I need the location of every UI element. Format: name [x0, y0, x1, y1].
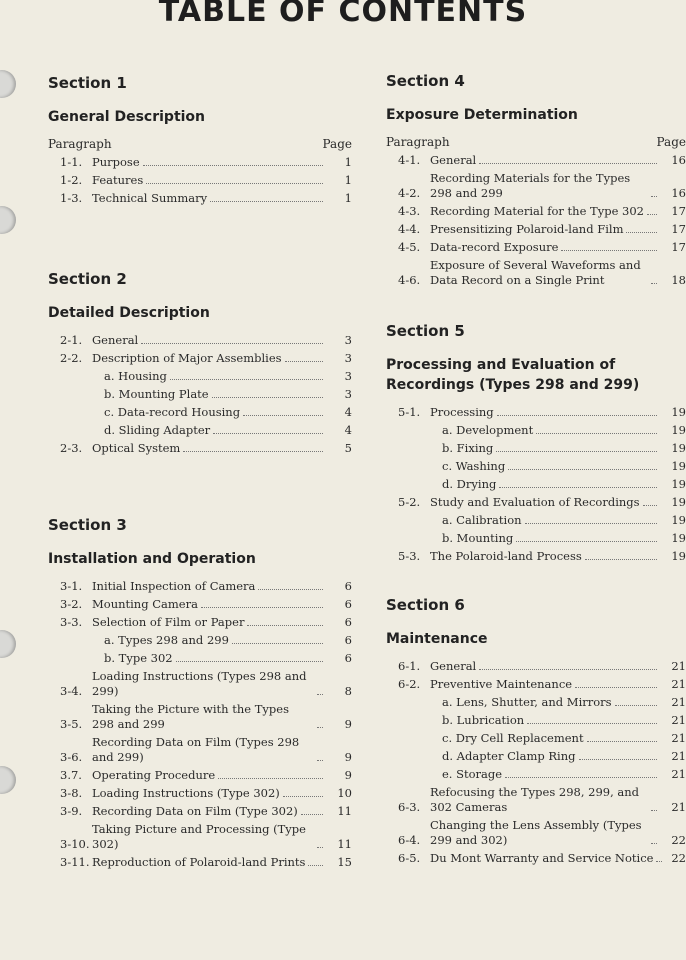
dot-leader [587, 741, 657, 742]
entry-page-number: 15 [337, 855, 352, 869]
dot-leader [146, 183, 323, 184]
entry-page-number: 19 [671, 405, 686, 419]
entry-label: c. Washing [442, 459, 506, 473]
toc-entry[interactable] [386, 695, 686, 710]
entry-label: a. Types 298 and 299 [104, 633, 229, 647]
entry-number: 5-2. [398, 495, 421, 509]
entry-page-number: 19 [671, 459, 686, 473]
entry-page-number: 4 [344, 423, 352, 437]
entry-label: Recording Data on Film (Type 302) [92, 804, 298, 818]
entry-number: 5-3. [398, 549, 421, 563]
entry-label: a. Housing [104, 369, 167, 383]
dot-leader [317, 760, 323, 761]
dot-leader [308, 865, 323, 866]
toc-entry[interactable] [386, 495, 686, 510]
toc-entry[interactable] [386, 785, 686, 815]
entry-label: General [430, 153, 477, 167]
toc-entry[interactable] [386, 441, 686, 456]
entry-label: Optical System [92, 441, 181, 455]
entry-page-number: 6 [344, 597, 352, 611]
dot-leader [213, 433, 323, 434]
section-title: Exposure Determination [386, 107, 578, 123]
section-5 [386, 322, 686, 567]
toc-entry[interactable] [48, 615, 352, 630]
entry-label: Study and Evaluation of Recordings [430, 495, 640, 509]
entry-number: 3-11. [60, 855, 90, 869]
section-3 [48, 516, 352, 873]
section-6 [386, 596, 686, 869]
entry-number: 6-4. [398, 833, 421, 847]
entry-label: c. Data-record Housing [104, 405, 241, 419]
dot-leader [527, 723, 657, 724]
punch-hole [0, 70, 16, 98]
dot-leader [626, 232, 657, 233]
dot-leader [505, 777, 657, 778]
entry-number: 4-6. [398, 273, 421, 287]
dot-leader [479, 669, 657, 670]
section-2 [48, 270, 352, 459]
entry-label: Data-record Exposure [430, 240, 559, 254]
page-column-label: Page [322, 137, 352, 151]
entry-page-number: 3 [344, 387, 352, 401]
toc-entry[interactable] [48, 804, 352, 819]
section-4 [386, 72, 686, 291]
toc-entry[interactable] [48, 651, 352, 666]
entry-page-number: 4 [344, 405, 352, 419]
entry-page-number: 3 [344, 351, 352, 365]
toc-entry[interactable] [48, 735, 352, 765]
punch-hole [0, 766, 16, 794]
entry-number: 6-2. [398, 677, 421, 691]
entry-page-number: 10 [337, 786, 352, 800]
dot-leader [285, 361, 323, 362]
section-heading: Section 1 [48, 74, 127, 92]
entry-label: Technical Summary [92, 191, 208, 205]
entry-page-number: 18 [671, 273, 686, 287]
toc-entry[interactable] [48, 597, 352, 612]
toc-entry[interactable] [48, 405, 352, 420]
entry-label: Exposure of Several Waveforms and Data Record on a Single Print [430, 258, 641, 287]
entry-number: 3-10. [60, 837, 90, 851]
dot-leader [183, 451, 323, 452]
entry-number: 3-8. [60, 786, 83, 800]
entry-label: Features [92, 173, 144, 187]
entry-label: Mounting Camera [92, 597, 198, 611]
toc-entry[interactable] [386, 713, 686, 728]
entry-number: 3-1. [60, 579, 83, 593]
section-title: General Description [48, 109, 206, 125]
toc-entry[interactable] [386, 531, 686, 546]
entry-label: Selection of Film or Paper [92, 615, 245, 629]
dot-leader [585, 559, 657, 560]
section-heading: Section 3 [48, 516, 127, 534]
entry-page-number: 19 [671, 513, 686, 527]
toc-entry[interactable] [386, 477, 686, 492]
section-heading: Section 2 [48, 270, 127, 288]
toc-entry[interactable] [386, 240, 686, 255]
dot-leader [516, 541, 657, 542]
entry-page-number: 19 [671, 549, 686, 563]
section-title: Detailed Description [48, 305, 210, 321]
entry-label: Recording Data on Film (Types 298 and 299) [92, 735, 300, 764]
entry-number: 1-1. [60, 155, 83, 169]
page-column-label: Page [656, 135, 686, 149]
dot-leader [536, 433, 657, 434]
entry-label: a. Lens, Shutter, and Mirrors [442, 695, 612, 709]
toc-entry[interactable] [48, 786, 352, 801]
entry-page-number: 1 [344, 155, 352, 169]
entry-page-number: 9 [344, 750, 352, 764]
toc-entry[interactable] [48, 191, 352, 206]
dot-leader [210, 201, 323, 202]
entry-page-number: 21 [671, 659, 686, 673]
toc-entry[interactable] [48, 822, 352, 852]
section-title: Processing and Evaluation of Recordings (Types 298 and 299) [386, 357, 640, 393]
dot-leader [232, 643, 323, 644]
entry-number: 5-1. [398, 405, 421, 419]
dot-leader [643, 505, 657, 506]
toc-entry[interactable] [48, 423, 352, 438]
entry-number: 1-2. [60, 173, 83, 187]
entry-page-number: 3 [344, 369, 352, 383]
column-header [386, 134, 686, 150]
entry-label: a. Calibration [442, 513, 522, 527]
entry-label: Description of Major Assemblies [92, 351, 282, 365]
toc-entry[interactable] [48, 369, 352, 384]
dot-leader [243, 415, 323, 416]
entry-label: Operating Procedure [92, 768, 216, 782]
entry-page-number: 22 [671, 833, 686, 847]
entry-page-number: 9 [344, 717, 352, 731]
entry-number: 3-4. [60, 684, 83, 698]
entry-number: 3-2. [60, 597, 83, 611]
entry-label: Recording Materials for the Types 298 and 299 [430, 171, 631, 200]
entry-page-number: 19 [671, 423, 686, 437]
entry-page-number: 11 [337, 804, 352, 818]
toc-entry[interactable] [48, 441, 352, 456]
section-heading: Section 5 [386, 322, 465, 340]
entry-label: Taking Picture and Processing (Type 302) [92, 822, 306, 851]
dot-leader [170, 379, 323, 380]
entry-label: d. Drying [442, 477, 497, 491]
dot-leader [301, 814, 323, 815]
toc-entry[interactable] [48, 702, 352, 732]
entry-number: 1-3. [60, 191, 83, 205]
entry-number: 3-5. [60, 717, 83, 731]
entry-label: b. Mounting Plate [104, 387, 209, 401]
entry-page-number: 21 [671, 695, 686, 709]
dot-leader [651, 810, 657, 811]
entry-page-number: 17 [671, 222, 686, 236]
entry-page-number: 22 [671, 851, 686, 865]
dot-leader [212, 397, 323, 398]
dot-leader [508, 469, 657, 470]
dot-leader [317, 694, 323, 695]
entry-label: Taking the Picture with the Types 298 and 299 [92, 702, 289, 731]
section-title: Installation and Operation [48, 551, 256, 567]
entry-page-number: 21 [671, 800, 686, 814]
toc-entry[interactable] [48, 387, 352, 402]
entry-label: d. Sliding Adapter [104, 423, 211, 437]
entry-number: 4-2. [398, 186, 421, 200]
entry-label: Refocusing the Types 298, 299, and 302 Cameras [430, 785, 640, 814]
entry-label: e. Storage [442, 767, 503, 781]
entry-label: Changing the Lens Assembly (Types 299 and 302) [430, 818, 642, 847]
entry-label: b. Type 302 [104, 651, 173, 665]
dot-leader [247, 625, 323, 626]
dot-leader [496, 451, 657, 452]
entry-page-number: 1 [344, 173, 352, 187]
paragraph-column-label: Paragraph [48, 137, 112, 151]
toc-entry[interactable] [48, 351, 352, 366]
toc-entry[interactable] [48, 768, 352, 783]
entry-page-number: 1 [344, 191, 352, 205]
entry-label: Recording Material for the Type 302 [430, 204, 644, 218]
toc-entry[interactable] [48, 173, 352, 188]
toc-entry[interactable] [386, 258, 686, 288]
entry-number: 4-5. [398, 240, 421, 254]
section-1 [48, 74, 352, 209]
entry-number: 6-5. [398, 851, 421, 865]
dot-leader [201, 607, 323, 608]
entry-page-number: 16 [671, 153, 686, 167]
toc-entry[interactable] [386, 749, 686, 764]
entry-page-number: 19 [671, 441, 686, 455]
entry-number: 2-3. [60, 441, 83, 455]
entry-label: Du Mont Warranty and Service Notice [430, 851, 654, 865]
page-title: TABLE OF CONTENTS [158, 0, 528, 29]
section-title: Maintenance [386, 631, 488, 647]
column-header [48, 136, 352, 152]
entry-label: a. Development [442, 423, 534, 437]
dot-leader [479, 163, 657, 164]
entry-page-number: 21 [671, 731, 686, 745]
toc-entry[interactable] [48, 333, 352, 348]
entry-label: Processing [430, 405, 494, 419]
entry-label: b. Lubrication [442, 713, 525, 727]
dot-leader [651, 283, 657, 284]
entry-number: 2-2. [60, 351, 83, 365]
toc-entry[interactable] [386, 731, 686, 746]
dot-leader [258, 589, 323, 590]
toc-entry[interactable] [386, 513, 686, 528]
dot-leader [176, 661, 323, 662]
toc-entry[interactable] [48, 633, 352, 648]
toc-entry[interactable] [48, 855, 352, 870]
toc-entry[interactable] [386, 204, 686, 219]
dot-leader [575, 687, 657, 688]
dot-leader [141, 343, 323, 344]
entry-label: Initial Inspection of Camera [92, 579, 256, 593]
entry-page-number: 21 [671, 767, 686, 781]
dot-leader [525, 523, 657, 524]
entry-label: Loading Instructions (Type 302) [92, 786, 280, 800]
entry-page-number: 6 [344, 615, 352, 629]
section-heading: Section 6 [386, 596, 465, 614]
toc-entry[interactable] [386, 423, 686, 438]
toc-entry[interactable] [386, 818, 686, 848]
punch-hole [0, 630, 16, 658]
entry-label: b. Fixing [442, 441, 494, 455]
entry-label: The Polaroid-land Process [430, 549, 582, 563]
entry-page-number: 16 [671, 186, 686, 200]
entry-number: 6-3. [398, 800, 421, 814]
entry-page-number: 21 [671, 677, 686, 691]
entry-label: d. Adapter Clamp Ring [442, 749, 576, 763]
entry-page-number: 9 [344, 768, 352, 782]
toc-entry[interactable] [386, 171, 686, 201]
section-heading: Section 4 [386, 72, 465, 90]
dot-leader [143, 165, 323, 166]
dot-leader [651, 196, 657, 197]
entry-number: 4-4. [398, 222, 421, 236]
entry-label: Presensitizing Polaroid-land Film [430, 222, 624, 236]
punch-hole [0, 206, 16, 234]
entry-label: Loading Instructions (Types 298 and 299) [92, 669, 307, 698]
toc-entry[interactable] [386, 677, 686, 692]
entry-page-number: 19 [671, 477, 686, 491]
entry-page-number: 6 [344, 651, 352, 665]
entry-number: 6-1. [398, 659, 421, 673]
entry-page-number: 6 [344, 633, 352, 647]
paragraph-column-label: Paragraph [386, 135, 450, 149]
entry-number: 4-1. [398, 153, 421, 167]
toc-entry[interactable] [386, 153, 686, 168]
dot-leader [317, 847, 323, 848]
entry-number: 3-6. [60, 750, 83, 764]
toc-entry[interactable] [48, 579, 352, 594]
entry-label: General [92, 333, 139, 347]
entry-page-number: 19 [671, 495, 686, 509]
toc-entry[interactable] [386, 851, 686, 866]
entry-page-number: 8 [344, 684, 352, 698]
entry-page-number: 5 [344, 441, 352, 455]
dot-leader [651, 843, 657, 844]
toc-entry[interactable] [48, 669, 352, 699]
entry-label: General [430, 659, 477, 673]
entry-page-number: 11 [337, 837, 352, 851]
entry-label: Purpose [92, 155, 140, 169]
dot-leader [579, 759, 658, 760]
entry-label: Reproduction of Polaroid-land Prints [92, 855, 306, 869]
dot-leader [561, 250, 657, 251]
toc-entry[interactable] [386, 549, 686, 564]
entry-label: c. Dry Cell Replacement [442, 731, 584, 745]
entry-page-number: 19 [671, 531, 686, 545]
entry-number: 2-1. [60, 333, 83, 347]
entry-number: 4-3. [398, 204, 421, 218]
entry-page-number: 21 [671, 749, 686, 763]
toc-entry[interactable] [386, 767, 686, 782]
entry-number: 3.7. [60, 768, 82, 782]
entry-page-number: 17 [671, 204, 686, 218]
dot-leader [497, 415, 657, 416]
toc-entry[interactable] [386, 459, 686, 474]
entry-number: 3-9. [60, 804, 83, 818]
entry-label: b. Mounting [442, 531, 514, 545]
toc-entry[interactable] [386, 405, 686, 420]
entry-page-number: 17 [671, 240, 686, 254]
dot-leader [218, 778, 323, 779]
dot-leader [283, 796, 323, 797]
dot-leader [615, 705, 657, 706]
toc-entry[interactable] [48, 155, 352, 170]
entry-page-number: 21 [671, 713, 686, 727]
entry-page-number: 3 [344, 333, 352, 347]
toc-entry[interactable] [386, 222, 686, 237]
entry-label: Preventive Maintenance [430, 677, 573, 691]
entry-number: 3-3. [60, 615, 83, 629]
dot-leader [317, 727, 323, 728]
dot-leader [647, 214, 657, 215]
toc-entry[interactable] [386, 659, 686, 674]
dot-leader [499, 487, 657, 488]
entry-page-number: 6 [344, 579, 352, 593]
